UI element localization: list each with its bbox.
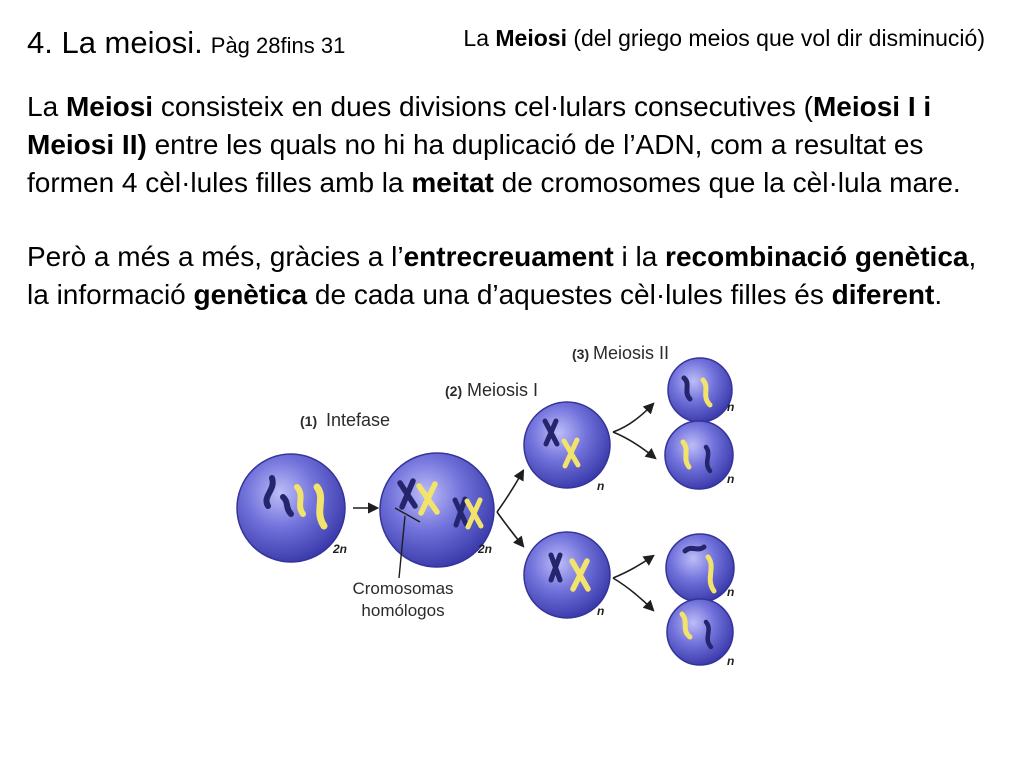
term-meiosi: Meiosi [495,25,567,51]
text-run: la informació [27,279,194,310]
text-run: Però a més a més, gràcies a l’ [27,241,404,272]
ploidy-label: 2n [333,542,348,556]
term-recombinacio-genetica: recombinació genètica [665,241,969,272]
homologous-label-line-1: Cromosomas [352,579,454,598]
stage-label-number: (3) [572,346,590,362]
chromosome-blue [706,622,711,647]
text-run: formen 4 cèl·lules filles amb la [27,167,412,198]
term-entrecreuament: entrecreuament [403,241,614,272]
text-run: La [27,91,66,122]
arrow-to-meiosis-ii-bottom [497,512,523,546]
stage-label-number: (1) [300,413,318,429]
arrow-to-daughter-cell-1 [613,404,653,432]
text-run: i la [613,241,666,272]
daughter-cell-4 [667,599,733,665]
ploidy-label: n [597,479,605,493]
stage-label-interphase: Intefase [326,410,391,430]
paragraph-line [27,238,976,276]
paragraph-line [27,88,961,126]
homologous-label-line-2: homólogos [361,601,445,620]
chromosome-blue [706,447,710,471]
term-meiosi-ii: Meiosi II) [27,129,147,160]
text-run: de cromosomes que la cèl·lula mare. [493,167,961,198]
paragraph-variation [27,238,976,314]
paragraph-line [27,126,961,164]
daughter-cell-3 [666,534,734,602]
text-run: . [934,279,943,310]
text-run: entre les quals no hi ha duplicació de l’ADN, com a resultat es [146,129,924,160]
text-run: de cada una d’aquestes cèl·lules filles és [307,279,832,310]
chromosome-yellow [317,487,324,526]
paragraph-line [27,164,961,202]
etymology-note [463,24,985,52]
cell-interphase [237,454,348,562]
daughter-cell-2 [665,421,733,489]
ploidy-label: n [727,585,735,599]
title-page-reference: Pàg 28fins 31 [210,33,346,58]
ploidy-label: n [597,604,605,618]
paragraph-line [27,276,976,314]
arrow-to-meiosis-ii-top [497,471,523,512]
term-genetica: genètica [193,279,308,310]
text-run: (del griego meios que vol dir disminució) [566,25,985,51]
term-diferent: diferent [831,279,935,310]
stage-label-meiosis-i: Meiosis I [467,380,539,400]
slide-title [27,22,345,64]
daughter-cell-1 [668,358,735,422]
chromosome-yellow [297,487,303,514]
term-meitat: meitat [411,167,494,198]
ploidy-label: n [727,400,735,414]
title-text: 4. La meiosi. [27,25,203,60]
paragraph-definition [27,88,961,202]
chromosome-blue [685,547,704,551]
text-run: La [463,25,496,51]
ploidy-label: n [727,654,735,668]
text-run: consisteix en dues divisions cel·lulars consecutives ( [153,91,813,122]
ploidy-label: 2n [478,542,493,556]
arrow-to-daughter-cell-3 [613,556,653,578]
term-meiosi: Meiosi [65,91,154,122]
text-run: , [968,241,977,272]
stage-label-meiosis-ii: Meiosis II [593,343,670,363]
stage-label-number: (2) [445,383,463,399]
arrow-to-daughter-cell-2 [613,432,655,458]
arrow-to-daughter-cell-4 [613,578,653,610]
meiosis-diagram [220,330,780,690]
ploidy-label: n [727,472,735,486]
term-meiosi-i: Meiosi I i [812,91,932,122]
